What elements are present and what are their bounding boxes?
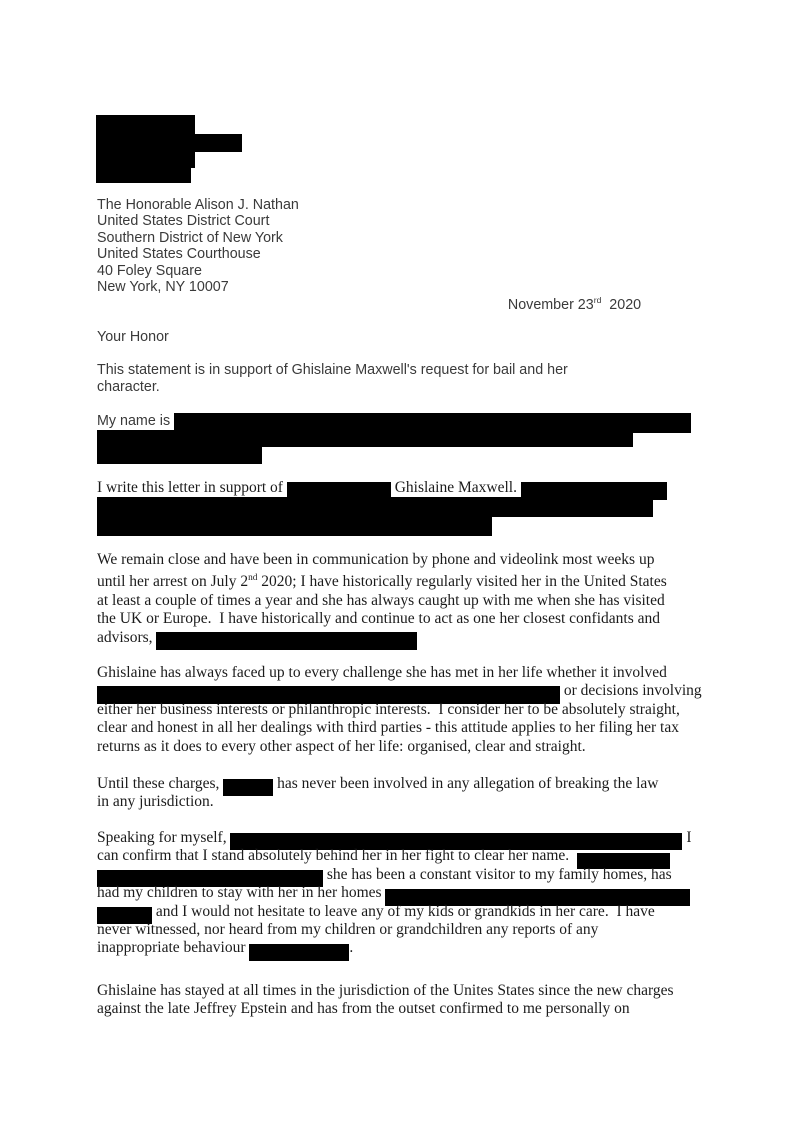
text-line <box>97 939 692 957</box>
text-line <box>97 793 658 811</box>
text-segment: My name is <box>97 413 175 429</box>
text-line <box>97 517 667 536</box>
text-line <box>97 592 667 610</box>
text-segment: Ghislaine Maxwell. <box>390 479 521 496</box>
recipient-line: United States District Court <box>97 213 270 230</box>
redaction-bar <box>96 168 191 183</box>
text-segment: she has been a constant visitor to my family homes, has <box>323 865 672 883</box>
recipient-address <box>97 197 299 295</box>
redaction-bar <box>223 779 273 796</box>
date-year: 2020 <box>601 296 642 313</box>
text-line <box>97 775 658 793</box>
text-segment: inappropriate behaviour <box>97 939 250 957</box>
text-segment: advisors, <box>97 628 157 646</box>
date-text: November 23 <box>507 296 594 313</box>
text-segment: This statement is in support of Ghislaine Maxwell's request for bail and her <box>97 362 568 378</box>
redaction-bar <box>174 413 691 433</box>
speaking-for-myself-paragraph <box>97 829 692 958</box>
text-segment: had my children to stay with her in her homes <box>97 884 386 902</box>
text-line <box>97 551 667 569</box>
text-line <box>97 719 702 737</box>
text-line <box>97 829 692 847</box>
text-line <box>97 664 702 682</box>
letter-date <box>492 279 641 329</box>
redaction-bar <box>97 447 262 464</box>
text-line <box>97 884 692 902</box>
date-ordinal: rd <box>593 295 602 305</box>
text-segment: character. <box>97 379 160 396</box>
text-line <box>97 629 667 647</box>
text-line <box>97 379 568 396</box>
recipient-line: United States Courthouse <box>97 246 261 263</box>
text-line <box>97 982 674 1000</box>
text-segment: returns as it does to every other aspect of her life: organised, clear and straight. <box>97 737 586 755</box>
text-segment: Until these charges, <box>97 775 224 792</box>
salutation-text: Your Honor <box>97 329 169 345</box>
text-line <box>97 847 692 865</box>
challenge-paragraph <box>97 664 702 756</box>
text-line <box>97 569 667 592</box>
text-segment: the UK or Europe. I have historically and continue to act as one her closest confidants and <box>97 610 660 628</box>
text-segment: I <box>682 829 692 846</box>
salutation <box>97 329 169 346</box>
text-segment: in any jurisdiction. <box>97 793 214 811</box>
text-segment: can confirm that I stand absolutely behind her in her fight to clear her name. <box>97 847 577 865</box>
text-line <box>97 479 667 497</box>
text-line <box>97 447 691 464</box>
text-segment: Ghislaine has stayed at all times in the jurisdiction of the Unites States since the new charges <box>97 982 674 999</box>
support-block <box>97 479 667 536</box>
text-line <box>97 921 692 939</box>
text-segment: against the late Jeffrey Epstein and has from the outset confirmed to me personally on <box>97 1000 630 1018</box>
text-line <box>97 682 702 700</box>
text-segment: and I would not hesitate to leave any of my kids or grandkids in her care. I have <box>152 902 655 920</box>
name-block <box>97 413 691 464</box>
text-segment: . <box>349 939 354 957</box>
text-segment: never witnessed, nor heard from my children or grandchildren any reports of any <box>97 921 599 939</box>
recipient-line: 40 Foley Square <box>97 262 202 279</box>
text-segment: has never been involved in any allegation of breaking the law <box>273 775 659 792</box>
text-line <box>97 413 691 430</box>
redaction-bar <box>521 482 667 500</box>
text-line <box>97 497 667 517</box>
text-segment: 2020; I have historically regularly visited her in the United States <box>257 573 667 591</box>
intro-statement <box>97 362 568 396</box>
text-line <box>97 362 568 379</box>
text-line <box>97 738 702 756</box>
text-segment: until her arrest on July 2 <box>97 573 249 591</box>
redaction-bar <box>195 134 242 152</box>
recipient-line: The Honorable Alison J. Nathan <box>97 197 299 213</box>
until-charges-paragraph <box>97 775 658 812</box>
text-segment: either her business interests or philanthropic interests. I consider her to be absolutely straight, <box>97 700 680 718</box>
remain-close-paragraph <box>97 551 667 647</box>
text-line <box>97 610 667 628</box>
text-line <box>97 903 692 921</box>
recipient-line: Southern District of New York <box>97 229 283 246</box>
text-segment: Ghislaine has always faced up to every challenge she has met in her life whether it involved <box>97 664 667 681</box>
text-line <box>97 701 702 719</box>
text-line <box>97 866 692 884</box>
redaction-bar <box>97 497 653 517</box>
text-segment: We remain close and have been in communication by phone and videolink most weeks up <box>97 551 655 568</box>
redaction-bar <box>249 944 349 961</box>
redaction-bar <box>97 517 492 536</box>
redaction-bar <box>287 482 391 500</box>
recipient-line: New York, NY 10007 <box>97 279 229 296</box>
redaction-bar <box>156 632 417 650</box>
text-segment: Speaking for myself, <box>97 829 231 846</box>
redaction-bar <box>96 115 195 168</box>
text-segment: clear and honest in all her dealings with third parties - this attitude applies to her filing her tax <box>97 719 679 737</box>
text-segment: at least a couple of times a year and she has always caught up with me when she has visited <box>97 591 665 609</box>
text-segment: I write this letter in support of <box>97 479 287 496</box>
stayed-jurisdiction-paragraph <box>97 982 674 1019</box>
superscript-segment: nd <box>248 573 258 584</box>
text-line <box>97 1000 674 1018</box>
text-segment: or decisions involving <box>560 682 702 700</box>
